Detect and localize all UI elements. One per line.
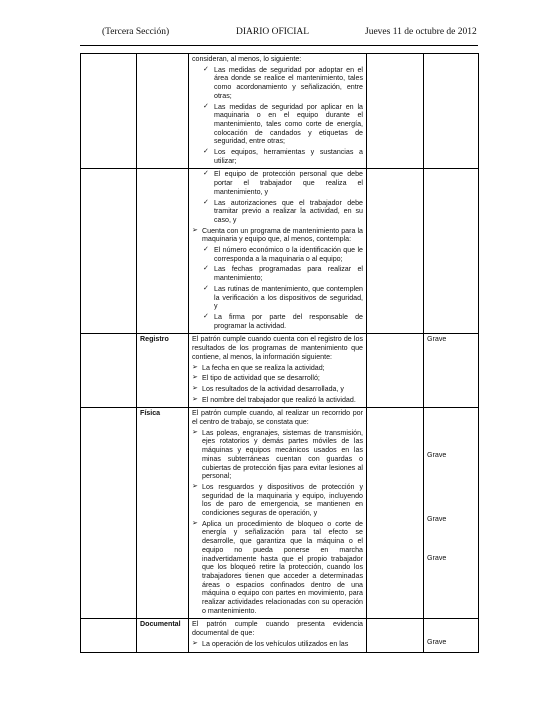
check-icon: ✓	[203, 198, 209, 206]
cell-empty	[81, 619, 137, 652]
header-rule	[80, 45, 478, 46]
arrow-bullet-icon: ➢	[192, 519, 198, 527]
arrow-bullet-icon: ➢	[192, 428, 198, 436]
compliance-table	[80, 53, 479, 653]
check-icon: ✓	[203, 170, 209, 178]
evidence-type-label: Documental	[137, 619, 189, 652]
list-item: ➢ El tipo de actividad que se desarrolló;	[192, 374, 320, 383]
severity-label: Grave	[427, 335, 447, 344]
criteria-cell	[189, 334, 367, 408]
cell-empty	[81, 334, 137, 408]
publication-title: DIARIO OFICIAL	[236, 27, 310, 37]
criteria-list	[192, 640, 363, 649]
list-item: ➢ Aplica un procedimiento de bloqueo o corte de energía y señalización para tal efecto se desarrolle, que garantiza que la máquina o el equipo no pueda ponerse en marcha inadvertidamente hasta que el propio trabajador que los bloqueó retire la protección, cuando los trabajadores tienen que acceder a determinadas áreas o espacios confinados dentro de una máquina o equipo con partes en movimiento, para realizar actividades relacionadas con su operación o mantenimiento.	[192, 519, 363, 615]
cell-empty	[424, 169, 479, 334]
cell-empty	[81, 54, 137, 169]
check-icon: ✓	[203, 312, 209, 320]
list-item: ➢ La fecha en que se realiza la actividad;	[192, 363, 325, 372]
program-sublist	[192, 246, 363, 330]
list-item: ➢ La operación de los vehículos utilizados en las	[192, 639, 349, 648]
cell-empty	[367, 334, 424, 408]
criteria-list	[192, 364, 363, 405]
cell-empty	[367, 408, 424, 619]
list-item: ✓ Las fechas programadas para realizar el mantenimiento;	[203, 265, 363, 283]
arrow-bullet-icon: ➢	[192, 395, 198, 403]
check-icon: ✓	[203, 148, 209, 156]
list-item: ➢ Los resguardos y dispositivos de protección y seguridad de la maquinaria y equipo, incluyendo los de paro de emergencia, se mantienen en condiciones seguras de operación, y	[192, 482, 363, 518]
criteria-lead: consideran, al menos, lo siguiente:	[192, 55, 302, 63]
severity-label: Grave	[427, 451, 447, 460]
cell-empty	[81, 408, 137, 619]
list-item: ➢ Las poleas, engranajes, sistemas de transmisión, ejes rotatorios y demás partes móviles de las máquinas y equipos mecánicos usados en las minas subterráneas cuentan con guardas o cubiertas de protección fijas para evitar lesiones al personal;	[192, 428, 363, 481]
severity-label: Grave	[427, 638, 447, 647]
page-header	[0, 27, 553, 41]
cell-empty	[137, 169, 189, 334]
criteria-cell	[189, 619, 367, 652]
check-icon: ✓	[203, 284, 209, 292]
criteria-lead: El patrón cumple cuando cuenta con el registro de los resultados de los programas de mantenimiento que contiene, al menos, la información siguiente:	[192, 335, 363, 361]
check-icon: ✓	[203, 246, 209, 254]
list-item: ✓ Los equipos, herramientas y sustancias a utilizar;	[203, 148, 363, 165]
publication-date: Jueves 11 de octubre de 2012	[365, 27, 477, 37]
severity-label: Grave	[427, 553, 447, 562]
table-row	[81, 169, 479, 334]
check-icon: ✓	[203, 265, 209, 273]
list-item: ✓ El equipo de protección personal que debe portar el trabajador que realiza el mantenimiento, y	[203, 170, 363, 196]
evidence-type-label: Física	[137, 408, 189, 619]
list-item: ✓ La firma por parte del responsable de programar la actividad.	[203, 312, 363, 330]
check-icon: ✓	[203, 65, 209, 73]
check-icon: ✓	[203, 102, 209, 110]
table-row	[81, 619, 479, 652]
arrow-bullet-icon: ➢	[192, 482, 198, 490]
list-item: ➢ El nombre del trabajador que realizó la actividad.	[192, 395, 356, 404]
cell-empty	[137, 54, 189, 169]
arrow-bullet-icon: ➢	[192, 639, 198, 647]
list-item: ✓ Las autorizaciones que el trabajador debe tramitar previo a realizar la actividad, en su caso, y	[203, 198, 363, 224]
criteria-list	[192, 429, 363, 616]
criteria-list	[192, 170, 363, 224]
table-row	[81, 408, 479, 619]
arrow-bullet-icon: ➢	[192, 384, 198, 392]
list-item: ➢ Cuenta con un programa de mantenimiento para la maquinaria y equipo que, al menos, contempla:	[192, 226, 363, 244]
evidence-type-label: Registro	[137, 334, 189, 408]
table-row	[81, 334, 479, 408]
cell-empty	[367, 54, 424, 169]
section-label: (Tercera Sección)	[102, 27, 170, 37]
cell-empty	[424, 54, 479, 169]
criteria-cell	[189, 408, 367, 619]
list-item: ✓ Las medidas de seguridad por adoptar en el área donde se realice el mantenimiento, tales como acordonamiento y señalización, entre otras;	[203, 65, 363, 100]
list-item: ✓ Las rutinas de mantenimiento, que contemplen la verificación a los dispositivos de seguridad, y	[203, 284, 363, 311]
severity-cell	[424, 619, 479, 652]
criteria-lead: El patrón cumple cuando, al realizar un recorrido por el centro de trabajo, se constata que:	[192, 409, 363, 427]
arrow-bullet-icon: ➢	[192, 363, 198, 371]
severity-cell	[424, 334, 479, 408]
criteria-list	[192, 66, 363, 166]
cell-empty	[367, 619, 424, 652]
list-item: ➢ Los resultados de la actividad desarrollada, y	[192, 384, 344, 393]
arrow-bullet-icon: ➢	[192, 226, 198, 234]
criteria-cell	[189, 169, 367, 334]
criteria-cell	[189, 54, 367, 169]
severity-cell	[424, 408, 479, 619]
criteria-lead: El patrón cumple cuando presenta evidencia documental de que:	[192, 620, 363, 638]
table-row	[81, 54, 479, 169]
list-item: ✓ El número económico o la identificación que le corresponda a la maquinaria o al equipo;	[203, 246, 363, 263]
cell-empty	[81, 169, 137, 334]
program-list	[192, 227, 363, 244]
arrow-bullet-icon: ➢	[192, 374, 198, 382]
severity-label: Grave	[427, 515, 447, 524]
list-item: ✓ Las medidas de seguridad por aplicar en la maquinaria o en el equipo durante el mantenimiento, tales como corte de energía, colocación de candados y etiquetas de seguridad, entre otras;	[203, 102, 363, 146]
cell-empty	[367, 169, 424, 334]
